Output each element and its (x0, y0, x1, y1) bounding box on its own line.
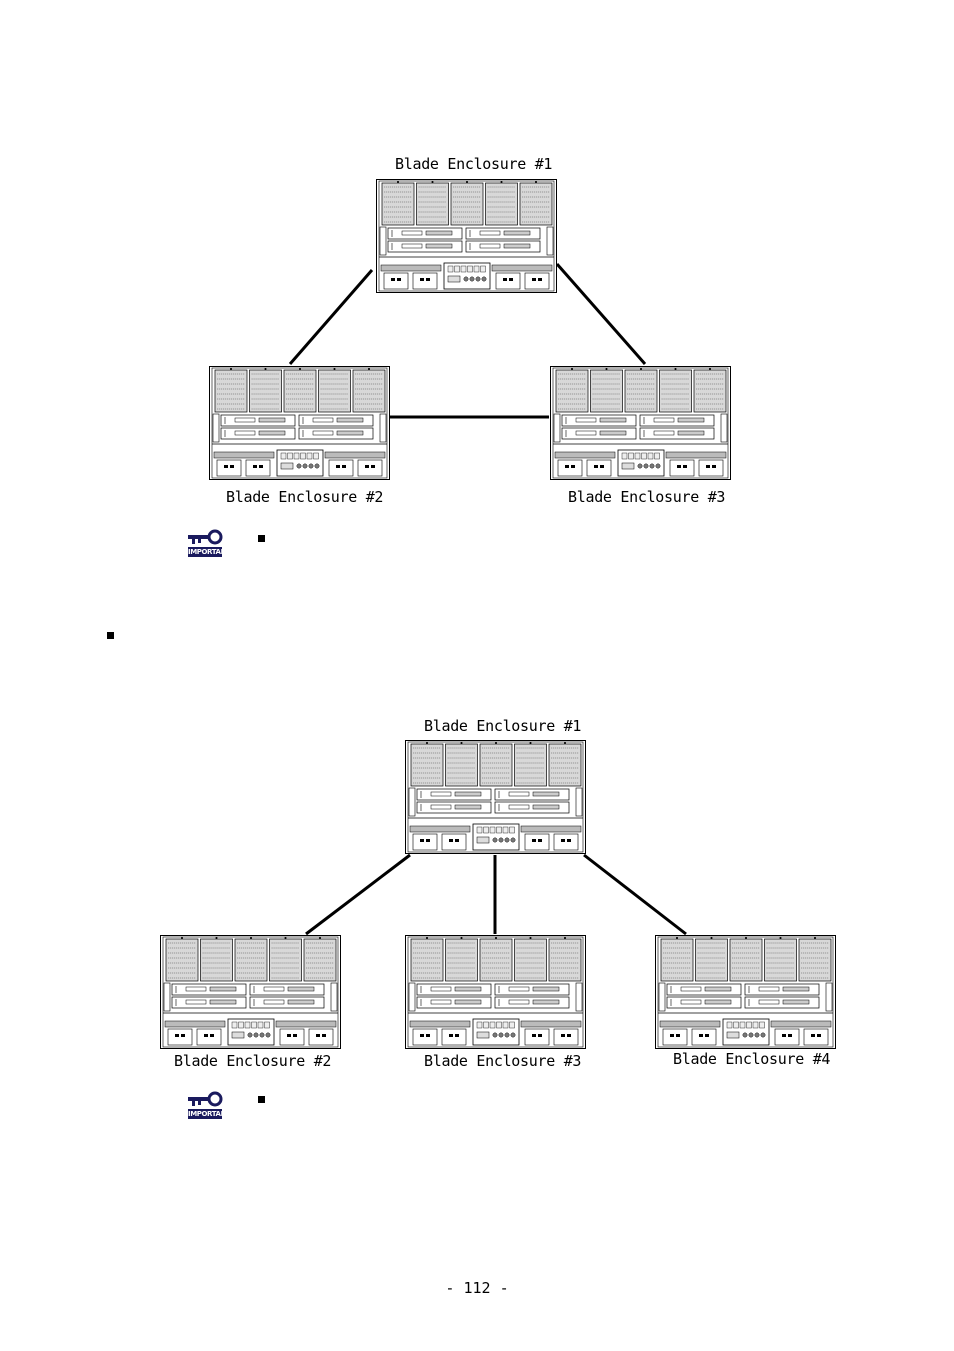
page-number: - 112 - (445, 1279, 509, 1297)
important-key-icon (187, 1092, 231, 1128)
d2-blade-enclosure-4-image (655, 935, 836, 1053)
d2-blade-enclosure-1-image (405, 740, 586, 858)
link-d2-enc1-enc2 (306, 855, 410, 934)
important-key-icon (187, 530, 231, 566)
diagram1-enc3-label: Blade Enclosure #3 (568, 488, 726, 506)
link-enc1-enc2 (290, 270, 372, 364)
diagram2-enc3-label: Blade Enclosure #3 (424, 1052, 582, 1070)
blade-enclosure-1-image (376, 179, 557, 297)
note2-bullet (258, 1096, 265, 1103)
blade-enclosure-3-image (550, 366, 731, 484)
note1-bullet (258, 535, 265, 542)
diagram1-enc1-label: Blade Enclosure #1 (395, 155, 553, 173)
link-enc1-enc3 (557, 264, 645, 364)
d2-blade-enclosure-2-image (160, 935, 341, 1053)
diagram2-enc1-label: Blade Enclosure #1 (424, 717, 582, 735)
diagram2-enc2-label: Blade Enclosure #2 (174, 1052, 332, 1070)
important-label: IMPORTANT (188, 1110, 231, 1118)
important-label: IMPORTANT (188, 548, 231, 556)
d2-blade-enclosure-3-image (405, 935, 586, 1053)
diagram2-enc4-label: Blade Enclosure #4 (673, 1050, 831, 1068)
diagram1-enc2-label: Blade Enclosure #2 (226, 488, 384, 506)
link-d2-enc1-enc4 (584, 855, 686, 934)
blade-enclosure-2-image (209, 366, 390, 484)
section-bullet (107, 632, 114, 639)
